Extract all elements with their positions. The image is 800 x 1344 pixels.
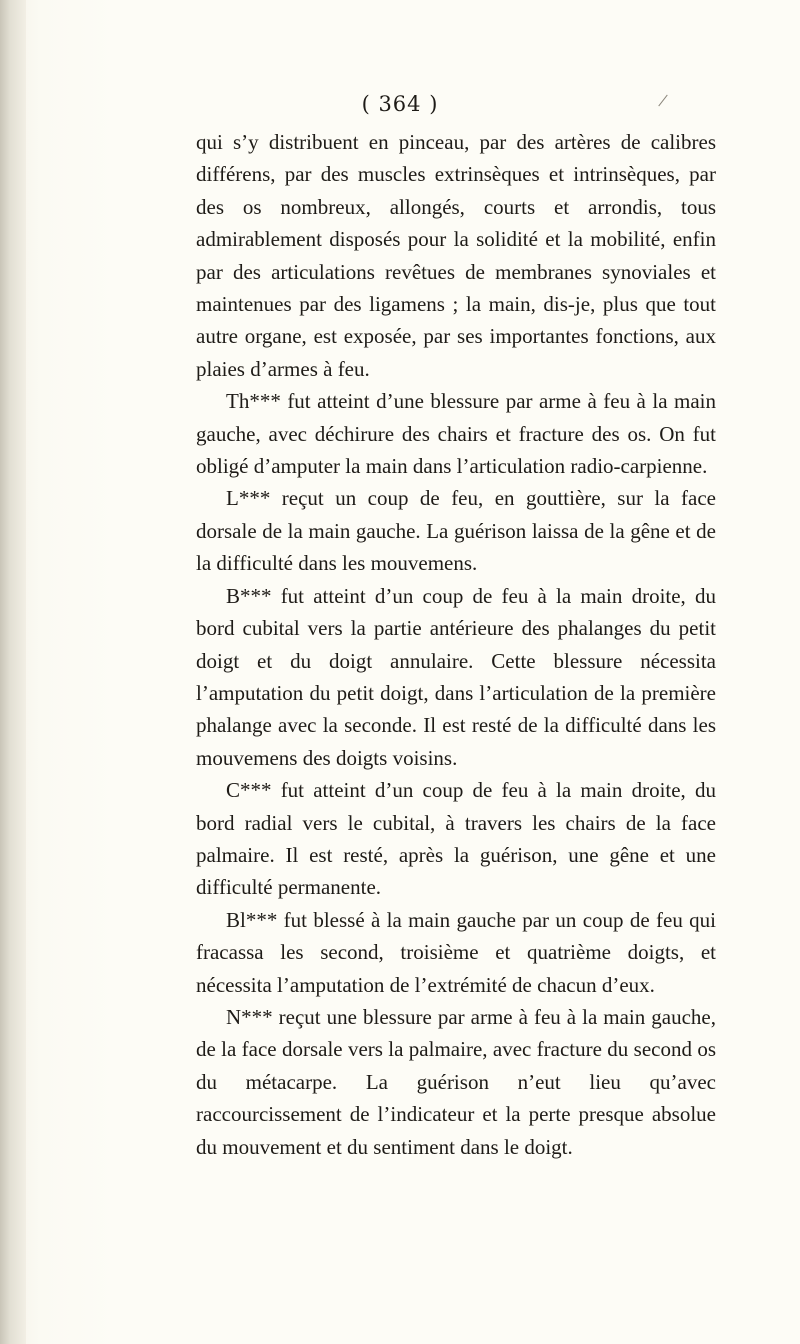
paragraph-case-bl: Bl*** fut blessé à la main gauche par un coup de feu qui fracassa les second, troisième et quatrième doigts, et nécessita l’amputation de l’extrémité de chacun d’eux. — [196, 907, 716, 997]
paragraph-case-n: N*** reçut une blessure par arme à feu à la main gauche, de la face dorsale vers la palmaire, avec fracture du second os du métacarpe. La guérison n’eut lieu qu’avec raccourcissement de l’indicateur et la perte presque absolue du mouvement et du sentiment dans le doigt. — [196, 1004, 716, 1159]
body-text — [196, 126, 716, 1163]
paragraph-case-c: C*** fut atteint d’un coup de feu à la main droite, du bord radial vers le cubital, à travers les chairs de la face palmaire. Il est resté, après la guérison, une gêne et une difficulté permanente. — [196, 778, 716, 900]
paragraph-intro: qui s’y distribuent en pinceau, par des artères de calibres différens, par des muscles extrinsèques et intrinsèques, par des os nombreux, allongés, courts et arrondis, tous admirablement disposés pour la solidité et la mobilité, enfin par des articulations revêtues de membranes synoviales et maintenues par des ligamens ; la main, dis-je, plus que tout autre organe, est exposée, par ses importantes fonctions, aux plaies d’armes à feu. — [196, 130, 716, 381]
paragraph-case-b: B*** fut atteint d’un coup de feu à la main droite, du bord cubital vers la partie antérieure des phalanges du petit doigt et du doigt annulaire. Cette blessure nécessita l’amputation du petit doigt, dans l’articulation de la première phalange avec la seconde. Il est resté de la difficulté dans les mouvemens des doigts voisins. — [196, 583, 716, 770]
paragraph-case-l: L*** reçut un coup de feu, en gouttière, sur la face dorsale de la main gauche. La guérison laissa de la gêne et de la difficulté dans les mouvemens. — [196, 486, 716, 576]
page-number: ( 364 ) — [361, 92, 439, 116]
paragraph-case-th: Th*** fut atteint d’une blessure par arme à feu à la main gauche, avec déchirure des chairs et fracture des os. On fut obligé d’amputer la main dans l’articulation radio-carpienne. — [196, 389, 716, 479]
page-gutter-shadow — [0, 0, 26, 1344]
